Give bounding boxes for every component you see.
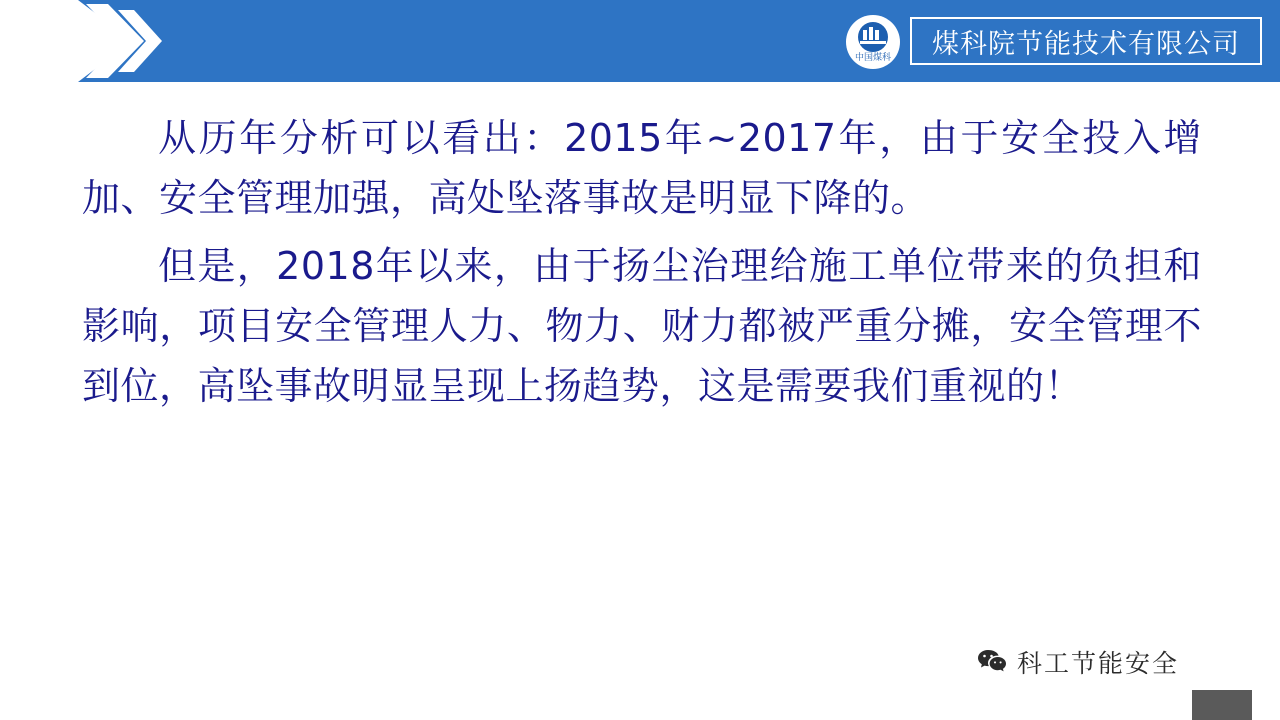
corner-block (1192, 690, 1252, 720)
wechat-account-label: 科工节能安全 (1017, 649, 1180, 678)
paragraph-1: 从历年分析可以看出：2015年~2017年，由于安全投入增加、安全管理加强，高处坠落事故是明显下降的。 (82, 116, 1202, 221)
wechat-watermark (975, 640, 1237, 684)
slide-header (0, 0, 1280, 82)
company-name-box (910, 17, 1262, 65)
wechat-icon (975, 645, 1009, 679)
slide-body (82, 108, 1202, 420)
svg-text:中国煤科: 中国煤科 (854, 53, 892, 63)
paragraph-2: 但是，2018年以来，由于扬尘治理给施工单位带来的负担和影响，项目安全管理人力、物力、财力都被严重分摊，安全管理不到位，高坠事故明显呈现上扬趋势，这是需要我们重视的！ (82, 244, 1202, 409)
company-logo-icon (845, 14, 901, 70)
company-name-label: 煤科院节能技术有限公司 (932, 28, 1240, 60)
double-chevron-right-icon (0, 0, 200, 82)
